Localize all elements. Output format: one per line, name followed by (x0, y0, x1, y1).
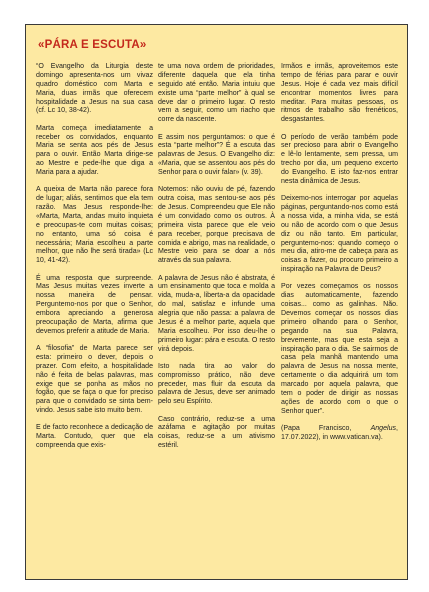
paragraph: O período de verão também pode ser precioso para abrir o Evangelho e lê-lo lentamente, sem pressa, um trecho por dia, um pequeno excerto do Evangelho. E isto faz-nos entrar nesta dinâmica de Jesus. (281, 133, 398, 185)
column-3 (281, 63, 398, 451)
paragraph: E de facto reconhece a dedicação de Marta. Contudo, quer que ela compreenda que exis- (36, 424, 153, 450)
paragraph: A queixa de Marta não parece fora de lugar; aliás, sentimos que ela tem razão. Mas Jesus responde-lhe: «Marta, Marta, andas muito inquieta e preocupas-te com muitas coisas; no entanto, uma só coisa é necessária; Maria escolheu a parte melhor, que não lhe será tirada» (Lc 10, 41-42). (36, 186, 153, 265)
paragraph: É uma resposta que surpreende. Mas Jesus muitas vezes inverte a nossa maneira de pensar. Perguntemo-nos por que o Senhor, embora apreciando a generosa preocupação de Marta, afirma que devemos preferir a atitude de Maria. (36, 274, 153, 335)
paragraph: “O Evangelho da Liturgia deste domingo apresenta-nos um vivaz quadro doméstico com Marta e Maria, duas irmãs que oferecem hospitalidade a Jesus na sua casa (cf. Lc 10, 38-42). (36, 63, 153, 115)
paragraph: Por vezes começamos os nossos dias automaticamente, fazendo coisas... como as galinhas. Não. Devemos começar os nossos dias primeiro olhando para o Senhor, pegando na sua Palavra, brevemente, mas que esta seja a inspiração para o dia. Se sairmos de casa pela manhã mantendo uma palavra de Jesus na nossa mente, certamente o dia adquirirá um tom marcado por aquela palavra, que tem o poder de dirigir as nossas ações de acordo com o que o Senhor quer”. (281, 283, 398, 415)
article-box (25, 24, 408, 580)
column-2 (158, 63, 275, 459)
paragraph: A palavra de Jesus não é abstrata, é um ensinamento que toca e molda a vida, muda-a, liberta-a da opacidade do mal, satisfaz e infunde uma alegria que não passa: a palavra de Jesus é a melhor parte, aquela que Maria escolheu. Por isso deu-lhe o primeiro lugar: pára e escuta. O resto virá depois. (158, 274, 275, 353)
source-prefix: (Papa Francisco, (281, 424, 371, 432)
article-title: «PÁRA E ESCUTA» (38, 39, 147, 51)
paragraph: A “filosofia” de Marta parece ser esta: primeiro o dever, depois o prazer. Com efeito, a hospitalidade não é feita de belas palavras, mas exige que se ponha as mãos no fogão, que se faça o que for preciso para que o convidado se sinta bem-vindo. Jesus sabe isto muito bem. (36, 345, 153, 415)
source-angelus: Angelus (370, 424, 397, 432)
paragraph: E assim nos perguntamos: o que é esta “parte melhor”? É a escuta das palavras de Jesus. O Evangelho diz: «Maria, que se assentou aos pés do Senhor para o ouvir falar» (v. 39). (158, 133, 275, 177)
paragraph: Deixemo-nos interrogar por aquelas páginas, perguntando-nos como está a nossa vida, a minha vida, se está ou não de acordo com o que Jesus diz ou não tanto. Em particular, perguntemo-nos: quando começo o meu dia, atiro-me de cabeça para as coisas a fazer, ou procuro primeiro a inspiração na Palavra de Deus? (281, 195, 398, 274)
source-citation (281, 425, 398, 443)
paragraph: te uma nova ordem de prioridades, diferente daquela que ela tinha seguido até então. Maria intuiu que existe uma “parte melhor” à qual se deve dar o primeiro lugar. O resto vem a seguir, como um riacho que corre da nascente. (158, 63, 275, 124)
source-suffix: , 17.07.2022), in www.vatican.va). (281, 424, 398, 441)
paragraph: Irmãos e irmãs, aproveitemos este tempo de férias para parar e ouvir Jesus. Hoje é cada vez mais difícil encontrar momentos livres para meditar. Para muitas pessoas, os ritmos de trabalho são frenéticos, desgastantes. (281, 63, 398, 124)
paragraph: Caso contrário, reduz-se a uma azáfama e agitação por muitas coisas, reduz-se a um ativismo estéril. (158, 415, 275, 450)
column-1 (36, 63, 153, 459)
paragraph: Isto nada tira ao valor do compromisso prático, não deve preceder, mas fluir da escuta da palavra de Jesus, deve ser animado pelo seu Espírito. (158, 362, 275, 406)
paragraph: Marta começa imediatamente a receber os convidados, enquanto Maria se senta aos pés de Jesus para o ouvir. Então Marta dirige-se ao Mestre e pede-lhe que diga a Maria para a ajudar. (36, 124, 153, 177)
paragraph: Notemos: não ouviu de pé, fazendo outra coisa, mas sentou-se aos pés de Jesus. Compreendeu que Ele não é um convidado como os outros. À primeira vista parece que ele veio para receber, porque precisava de comida e abrigo, mas na realidade, o Mestre veio para se doar a nós através da sua palavra. (158, 186, 275, 265)
